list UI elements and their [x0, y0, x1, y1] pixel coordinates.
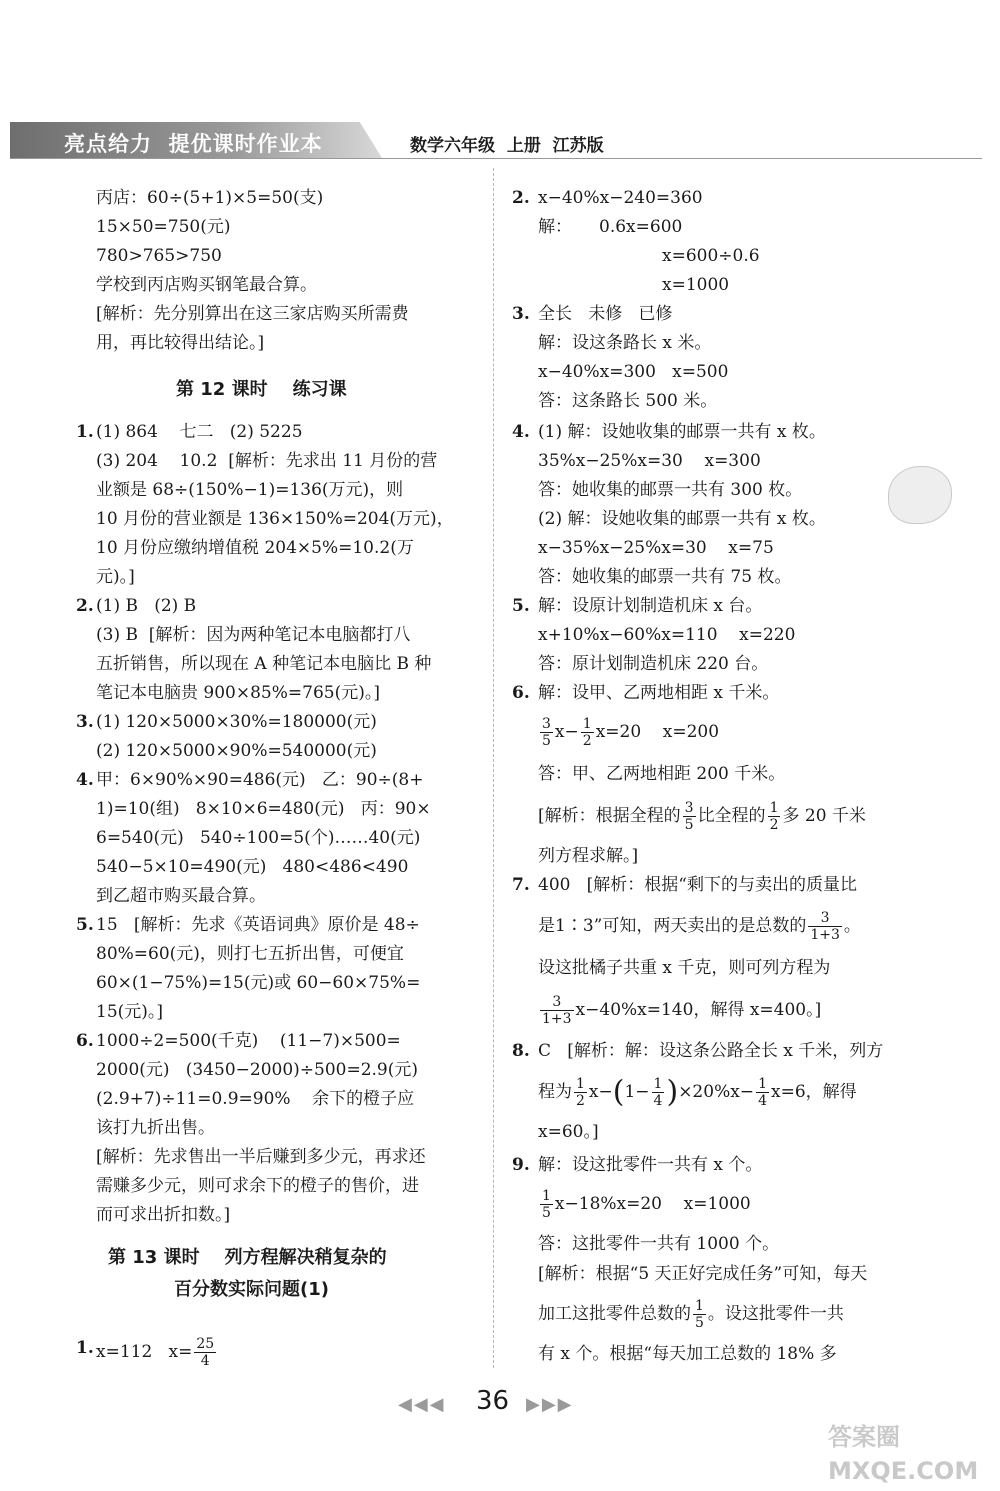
answer-line: (3) B [解析：因为两种笔记本电脑都打八 [96, 625, 411, 645]
answer-line: 1000÷2=500(千克) (11−7)×500= [96, 1031, 401, 1051]
answer-line: 答：她收集的邮票一共有 300 枚。 [538, 480, 803, 500]
analysis-text: 。 [843, 916, 861, 936]
answer-line: 学校到丙店购买钢笔最合算。 [96, 275, 317, 295]
answer-line [96, 1336, 218, 1369]
answer-line: 解：设原计划制造机床 x 台。 [538, 596, 763, 616]
fraction: $\frac{3}{1+3}$ [810, 910, 840, 943]
fraction: $\frac{1}{2}$ [576, 1076, 585, 1109]
analysis-line [538, 1298, 844, 1331]
answer-line: x−40%x−240=360 [538, 188, 703, 208]
analysis-line: 设这批橘子共重 x 千克，则可列方程为 [538, 958, 831, 978]
answer-line: 80%=60(元)，则打七五折出售，可便宜 [96, 944, 404, 964]
question-number: 4. [76, 770, 94, 790]
answer-line: C [解析：解：设这条公路全长 x 千米，列方 [538, 1041, 884, 1061]
answer-line: 全长 未修 已修 [538, 304, 673, 324]
analysis-text: ×20%x− [678, 1082, 755, 1102]
answer-line: (2) 120×5000×90%=540000(元) [96, 741, 377, 761]
question-number: 7. [512, 875, 530, 895]
answer-line: 35%x−25%x=30 x=300 [538, 451, 761, 471]
question-number: 1. [76, 1338, 94, 1358]
answer-line: (3) 204 10.2 [解析：先求出 11 月份的营 [96, 451, 438, 471]
question-number: 3. [512, 304, 530, 324]
prev-arrows-icon: ◀◀◀ [398, 1394, 446, 1415]
analysis-text: 程为 [538, 1082, 572, 1102]
answer-line: 答：甲、乙两地相距 200 千米。 [538, 764, 786, 784]
question-number: 8. [512, 1041, 530, 1061]
answer-line: 笔记本电脑贵 900×85%=765(元)。] [96, 683, 380, 703]
fraction: $\frac{1}{5}$ [542, 1188, 551, 1221]
lesson-13-subtitle: 百分数实际问题(1) [174, 1279, 329, 1300]
answer-line: 10 月份应缴纳增值税 204×5%=10.2(万 [96, 538, 414, 558]
equation-line [538, 716, 719, 749]
question-number: 2. [512, 188, 530, 208]
analysis-line: [解析：先分别算出在这三家店购买所需费 [96, 304, 409, 324]
answer-line: x−35%x−25%x=30 x=75 [538, 538, 774, 558]
analysis-line: 而可求出折扣数。] [96, 1205, 231, 1225]
answer-line: (1) 解：设她收集的邮票一共有 x 枚。 [538, 422, 826, 442]
answer-line: 甲：6×90%×90=486(元) 乙：90÷(8+ [96, 770, 424, 790]
sticker-image [888, 466, 952, 524]
question-number: 3. [76, 712, 94, 732]
analysis-line [538, 1076, 857, 1109]
fraction: $\frac{1}{4}$ [653, 1076, 663, 1109]
answer-line: 元)。] [96, 567, 135, 587]
answer-line: 到乙超市购买最合算。 [96, 886, 266, 906]
answer-text: x=112 x= [96, 1342, 193, 1362]
answer-line: x+10%x−60%x=110 x=220 [538, 625, 796, 645]
answer-line: x=1000 [662, 275, 730, 295]
fraction: $\frac{1}{2}$ [582, 716, 592, 749]
equation-text: x− [554, 722, 579, 742]
book-info: 数学六年级 上册 江苏版 [410, 136, 604, 156]
analysis-text: 是1∶3”可知，两天卖出的是总数的 [538, 916, 807, 936]
answer-line: 答：她收集的邮票一共有 75 枚。 [538, 567, 792, 587]
header-rule [10, 158, 982, 159]
answer-line: 答：这批零件一共有 1000 个。 [538, 1234, 780, 1254]
paren-left: ( [612, 1074, 625, 1110]
answer-line: 该打九折出售。 [96, 1118, 215, 1138]
answer-line: 解：设甲、乙两地相距 x 千米。 [538, 683, 780, 703]
lesson-13-title: 第 13 课时 列方程解决稍复杂的 [108, 1247, 387, 1268]
question-number: 5. [512, 596, 530, 616]
analysis-line: 需赚多少元，则可求余下的橙子的售价，进 [96, 1176, 419, 1196]
answer-line: 10 月份的营业额是 136×150%=204(万元)， [96, 509, 454, 529]
analysis-text: 1− [624, 1082, 650, 1102]
answer-line: 60×(1−75%)=15(元)或 60−60×75%= [96, 973, 421, 993]
analysis-text: x− [588, 1082, 613, 1102]
question-number: 4. [512, 422, 530, 442]
analysis-text: x=6，解得 [770, 1082, 857, 1102]
analysis-line: [解析：根据“5 天正好完成任务”可知，每天 [538, 1264, 868, 1284]
answer-line: 400 [解析：根据“剩下的与卖出的质量比 [538, 875, 857, 895]
column-divider [493, 168, 494, 1368]
watermark: 答案圈 MXQE.COM [828, 1423, 979, 1485]
fraction: $\frac{1}{4}$ [758, 1076, 767, 1109]
analysis-text: [解析：根据全程的 [538, 806, 681, 826]
answer-line: 五折销售，所以现在 A 种笔记本电脑比 B 种 [96, 654, 432, 674]
question-number: 5. [76, 915, 94, 935]
fraction: $\frac{1}{5}$ [695, 1298, 704, 1331]
fraction: $\frac{3}{1+3}$ [542, 994, 572, 1027]
answer-line: 答：原计划制造机床 220 台。 [538, 654, 769, 674]
question-number: 2. [76, 596, 94, 616]
lesson-12-title: 第 12 课时 练习课 [176, 379, 347, 400]
answer-line: (1) 120×5000×30%=180000(元) [96, 712, 377, 732]
series-title: 亮点给力 提优课时作业本 [64, 132, 323, 156]
answer-line: (2.9+7)÷11=0.9=90% 余下的橙子应 [96, 1089, 415, 1109]
answer-line: 答：这条路长 500 米。 [538, 391, 718, 411]
analysis-line: 有 x 个。根据“每天加工总数的 18% 多 [538, 1344, 837, 1364]
answer-line: (1) 864 七二 (2) 5225 [96, 422, 303, 442]
paren-right: ) [666, 1074, 679, 1110]
analysis-line [538, 800, 866, 833]
answer-line: 业额是 68÷(150%−1)=136(万元)，则 [96, 480, 404, 500]
analysis-line: 用，再比较得出结论。] [96, 333, 265, 353]
analysis-text: 。设这批零件一共 [707, 1304, 844, 1324]
answer-line: 解：设这批零件一共有 x 个。 [538, 1155, 763, 1175]
answer-line: (2) 解：设她收集的邮票一共有 x 枚。 [538, 509, 826, 529]
answer-line: 6=540(元) 540÷100=5(个)……40(元) [96, 828, 421, 848]
analysis-text: 加工这批零件总数的 [538, 1304, 691, 1324]
equation-text: x=20 x=200 [595, 722, 720, 742]
answer-line: 15 [解析：先求《英语词典》原价是 48÷ [96, 915, 420, 935]
answer-line: 丙店：60÷(5+1)×5=50(支) [96, 188, 324, 208]
answer-line: 15×50=750(元) [96, 217, 231, 237]
equation-line [538, 1188, 751, 1221]
answer-line: (1) B (2) B [96, 596, 197, 616]
fraction: $\frac{1}{2}$ [769, 800, 779, 833]
answer-line: 1)=10(组) 8×10×6=480(元) 丙：90× [96, 799, 431, 819]
analysis-text: 比全程的 [697, 806, 766, 826]
analysis-text: 多 20 千米 [782, 806, 866, 826]
answer-line: x=600÷0.6 [662, 246, 760, 266]
analysis-line: 列方程求解。] [538, 846, 639, 866]
analysis-line [538, 994, 821, 1027]
analysis-line [538, 910, 861, 943]
equation-text: x−18%x=20 x=1000 [554, 1194, 751, 1214]
answer-line: 解：设这条路长 x 米。 [538, 333, 712, 353]
answer-line: 15(元)。] [96, 1002, 164, 1022]
next-arrows-icon: ▶▶▶ [526, 1394, 574, 1415]
answer-line: 解： 0.6x=600 [538, 217, 683, 237]
fraction: $\frac{25}{4}$ [196, 1336, 215, 1369]
analysis-line: x=60。] [538, 1122, 599, 1142]
answer-line: x−40%x=300 x=500 [538, 362, 729, 382]
analysis-text: x−40%x=140，解得 x=400。] [575, 1000, 822, 1020]
page-number: 36 [476, 1386, 510, 1416]
answer-line: 780>765>750 [96, 246, 222, 266]
question-number: 6. [76, 1031, 94, 1051]
fraction: $\frac{3}{5}$ [684, 800, 694, 833]
question-number: 9. [512, 1155, 530, 1175]
question-number: 6. [512, 683, 530, 703]
answer-line: 540−5×10=490(元) 480<486<490 [96, 857, 409, 877]
analysis-line: [解析：先求售出一半后赚到多少元，再求还 [96, 1147, 426, 1167]
question-number: 1. [76, 422, 94, 442]
answer-line: 2000(元) (3450−2000)÷500=2.9(元) [96, 1060, 419, 1080]
fraction: $\frac{3}{5}$ [542, 716, 551, 749]
